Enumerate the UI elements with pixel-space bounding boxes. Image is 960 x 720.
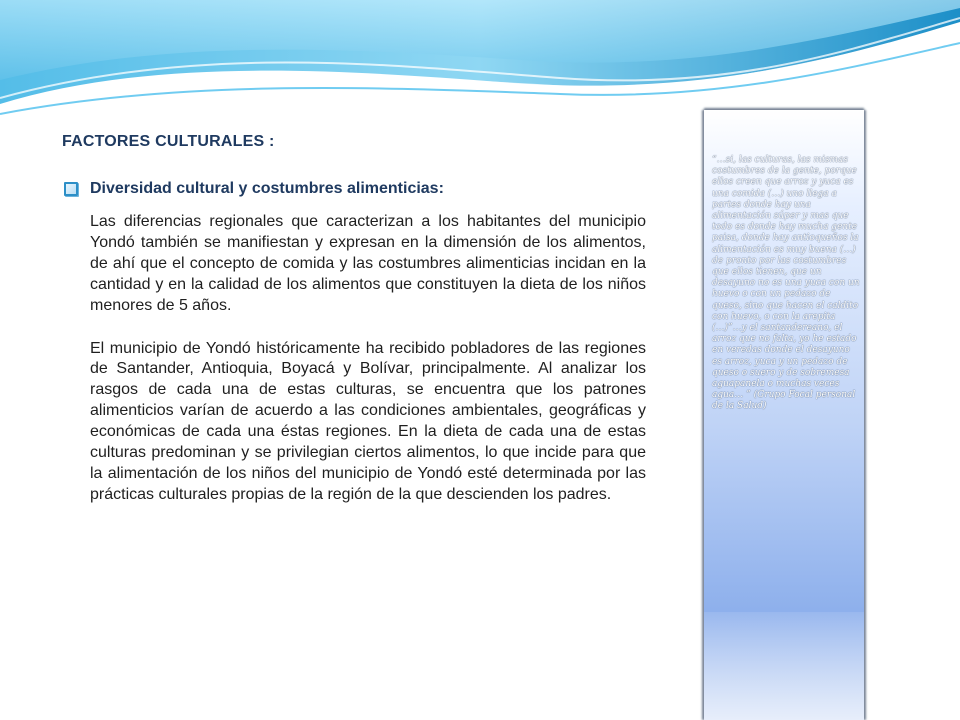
bullet-heading-row bbox=[62, 176, 646, 202]
paragraph-yondo-history: El municipio de Yondó históricamente ha recibido pobladores de las regiones de Santander, Antioquia, Boyacá y Bolívar, principalmente. Al analizar los rasgos de cada una de estas culturas, se encuentra que los patrones alimenticios varían de acuerdo a las condiciones ambientales, geográficas y económicas de cada una éstas regiones. En la dieta de cada una de estas culturas predominan y se privilegian ciertos alimentos, lo que incide para que la alimentación de los niños del municipio de Yondó esté determinada por las prácticas culturales propias de la región de la que descienden los padres. bbox=[90, 339, 646, 503]
bullet-heading: Diversidad cultural y costumbres alimenticias: bbox=[90, 180, 444, 197]
checkbox-square-bullet-icon bbox=[64, 182, 78, 196]
top-wave-decoration bbox=[0, 0, 960, 120]
focus-group-quote: “…si, las culturas, las mismas costumbres de la gente, porque ellos creen que arroz y yuca es una comida (…) uno llega a partes donde hay una alimentación súper y mas que todo es donde hay mucha gente paisa, donde hay antioqueños la alimentación es muy buena (…) de pronto por las costumbres que ellos tienen, que un desayuno no es una yuca con un huevo o con un pedazo de queso, sino que hacen el caldito con huevo, o con la arepita (…)”…y el santandereano, el arroz que no falta, yo he estado en veredas donde el desayuno es arroz, yuca y un pedazo de queso o suero y de sobremesa aguapanela o muchas veces agua… ” (Grupo Focal personal de la Salud) bbox=[712, 155, 860, 412]
quote-panel bbox=[704, 110, 864, 720]
paragraph-regional-differences: Las diferencias regionales que caracterizan a los habitantes del municipio Yondó también se manifiestan y expresan en la dimensión de los alimentos, de ahí que el concepto de comida y las costumbres alimenticias incidan en la cantidad y en la calidad de los alimentos que constituyen la dieta de los niños menores de 5 años. bbox=[90, 213, 646, 314]
main-content bbox=[62, 130, 646, 506]
section-title: FACTORES CULTURALES : bbox=[62, 133, 275, 150]
